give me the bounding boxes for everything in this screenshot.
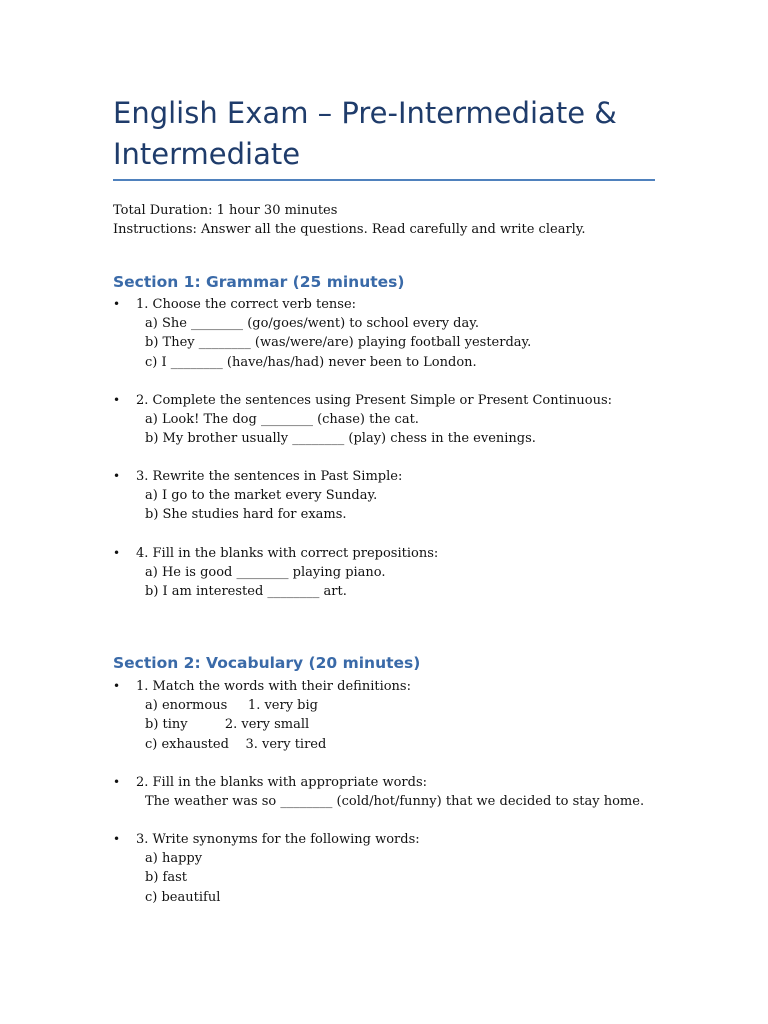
question-text: 2. Complete the sentences using Present Simple or Present Continuous: xyxy=(136,393,613,408)
question-line: b) I am interested ________ art. xyxy=(145,584,347,600)
section-heading-vocabulary: Section 2: Vocabulary (20 minutes) xyxy=(113,654,421,672)
question-lines xyxy=(145,410,536,448)
question-line: a) I go to the market every Sunday. xyxy=(145,488,378,504)
exam-meta xyxy=(113,201,586,239)
question-text: 3. Rewrite the sentences in Past Simple: xyxy=(136,469,403,484)
bullet-icon: • xyxy=(113,393,121,407)
question-text: 4. Fill in the blanks with correct prepositions: xyxy=(136,546,439,561)
question-text: 3. Write synonyms for the following words: xyxy=(136,832,420,847)
bullet-icon: • xyxy=(113,297,121,311)
question-line: a) She ________ (go/goes/went) to school every day. xyxy=(145,316,480,332)
total-duration: Total Duration: 1 hour 30 minutes xyxy=(113,203,338,218)
question-lines xyxy=(145,792,644,811)
question-lines xyxy=(145,563,386,601)
question-line: a) He is good ________ playing piano. xyxy=(145,565,386,581)
document-title: English Exam – Pre-Intermediate & Intermediate xyxy=(113,96,617,171)
question-text: 1. Match the words with their definitions: xyxy=(136,679,411,694)
question-line: b) fast xyxy=(145,870,187,886)
question-line: c) beautiful xyxy=(145,889,221,905)
question-line: c) I ________ (have/has/had) never been to London. xyxy=(145,354,477,370)
question-line: b) She studies hard for exams. xyxy=(145,507,347,523)
question-line: b) They ________ (was/were/are) playing football yesterday. xyxy=(145,335,532,351)
section-heading-grammar: Section 1: Grammar (25 minutes) xyxy=(113,273,405,291)
question-lines xyxy=(145,314,531,372)
question-lines xyxy=(145,696,326,754)
question-line: b) My brother usually ________ (play) chess in the evenings. xyxy=(145,431,536,447)
question-text: 1. Choose the correct verb tense: xyxy=(136,297,357,312)
question-lines xyxy=(145,849,220,907)
bullet-icon: • xyxy=(113,679,121,693)
question-line: b) tiny 2. very small xyxy=(145,717,310,733)
question-line: c) exhausted 3. very tired xyxy=(145,736,327,752)
question-line: a) Look! The dog ________ (chase) the cat. xyxy=(145,412,419,428)
question-line: a) enormous 1. very big xyxy=(145,698,318,714)
bullet-icon: • xyxy=(113,775,121,789)
question-lines xyxy=(145,486,377,524)
instructions: Instructions: Answer all the questions. Read carefully and write clearly. xyxy=(113,222,586,237)
bullet-icon: • xyxy=(113,469,121,483)
question-line: The weather was so ________ (cold/hot/funny) that we decided to stay home. xyxy=(145,794,645,810)
bullet-icon: • xyxy=(113,546,121,560)
question-line: a) happy xyxy=(145,851,203,867)
bullet-icon: • xyxy=(113,832,121,846)
title-underline xyxy=(113,179,655,181)
question-text: 2. Fill in the blanks with appropriate words: xyxy=(136,775,428,790)
